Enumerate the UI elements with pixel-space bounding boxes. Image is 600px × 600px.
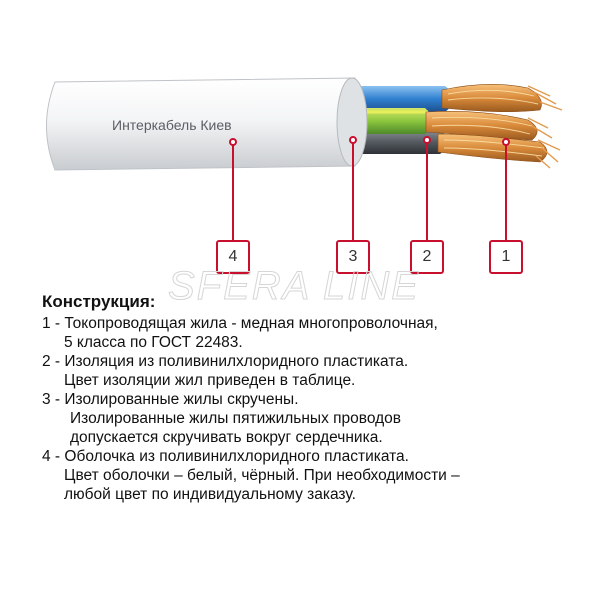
leader-dot xyxy=(350,137,356,143)
cable-brand-text: Интеркабель Киев xyxy=(112,117,232,133)
list-item xyxy=(42,352,572,390)
construction-description xyxy=(42,292,572,504)
leader-dot xyxy=(230,139,236,145)
list-item xyxy=(42,447,572,504)
item-2-text: 2 - Изоляция из поливинилхлоридного пластиката. xyxy=(42,353,409,370)
item-4-text: 4 - Оболочка из поливинилхлоридного пластиката. xyxy=(42,448,409,465)
list-item xyxy=(42,390,572,447)
callout-1: 1 xyxy=(489,240,523,274)
item-1-continuation: 5 класса по ГОСТ 22483. xyxy=(64,334,243,351)
item-4-continuation: Цвет оболочки – белый, чёрный. При необходимости – xyxy=(64,467,460,484)
item-3-continuation: Изолированные жилы пятижильных проводов xyxy=(70,410,402,427)
callout-3: 3 xyxy=(336,240,370,274)
item-2-continuation: Цвет изоляции жил приведен в таблице. xyxy=(64,372,356,389)
cable-diagram xyxy=(0,0,600,290)
leader-dot xyxy=(424,137,430,143)
item-3-text: 3 - Изолированные жилы скручены. xyxy=(42,391,299,408)
item-3-continuation: допускается скручивать вокруг сердечника. xyxy=(70,429,383,446)
item-1-text: 1 - Токопроводящая жила - медная многопроволочная, xyxy=(42,315,438,332)
leader-dot xyxy=(503,139,509,145)
description-heading: Конструкция: xyxy=(42,292,156,311)
callout-4: 4 xyxy=(216,240,250,274)
watermark: SFERA LINE xyxy=(168,264,420,308)
item-4-continuation: любой цвет по индивидуальному заказу. xyxy=(64,486,356,503)
callout-2: 2 xyxy=(410,240,444,274)
list-item xyxy=(42,314,572,352)
